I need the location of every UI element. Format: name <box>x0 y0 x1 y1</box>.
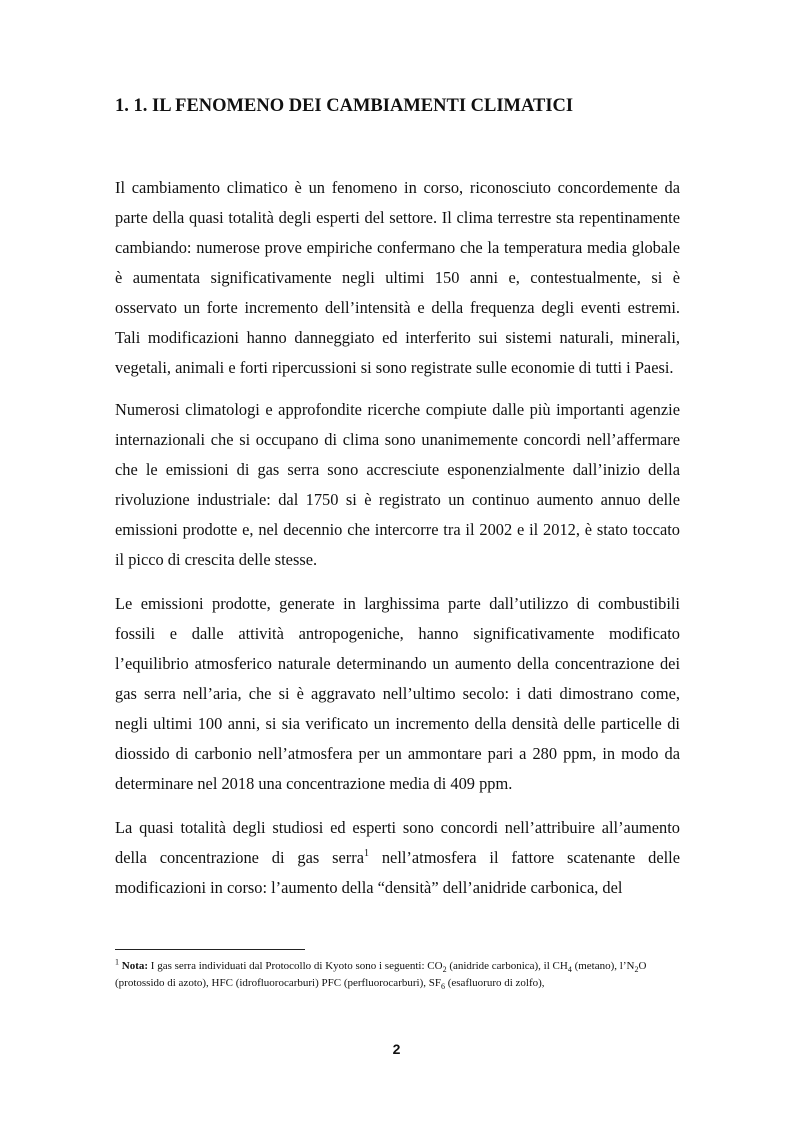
footnote-text: I gas serra individuati dal Protocollo di Kyoto sono i seguenti: CO <box>148 960 443 972</box>
paragraph-4 <box>115 813 680 903</box>
paragraph-1: Il cambiamento climatico è un fenomeno in corso, riconosciuto concordemente da parte della quasi totalità degli esperti del settore. Il clima terrestre sta repentinamente cambiando: numerose prove empiriche confermano che la temperatura media globale è aumentata significativamente negli ultimi 150 anni e, contestualmente, si è osservato un forte incremento dell’intensità e della frequenza degli eventi estremi. Tali modificazioni hanno danneggiato ed interferito sui sistemi naturali, minerali, vegetali, animali e forti ripercussioni si sono registrate sulle economie di tutti i Paesi. <box>115 178 680 377</box>
page-number: 2 <box>392 1041 401 1057</box>
footnote-label: Nota: <box>121 960 149 972</box>
paragraph-4-text-end: nell’atmosfera il fattore scatenante delle modificazioni in corso: l’aumento della “densità” dell’anidride carbonica, del <box>115 848 680 897</box>
paragraph-4-text-start: La quasi totalità degli studiosi ed esperti sono concordi nell’attribuire all’aumento della concentrazione di gas serra <box>115 818 680 867</box>
paragraph-2: Numerosi climatologi e approfondite ricerche compiute dalle più importanti agenzie internazionali che si occupano di clima sono unanimemente concordi nell’affermare che le emissioni di gas serra sono accresciute esponenzialmente dall’inizio della rivoluzione industriale: dal 1750 si è registrato un continuo aumento annuo delle emissioni prodotte e, nel decennio che intercorre tra il 2002 e il 2012, è stato toccato il picco di crescita delle stesse. <box>115 400 680 569</box>
footnote-subscript: 6 <box>440 981 445 991</box>
footnote-text: (anidride carbonica), il CH <box>446 960 568 972</box>
footnote-text: O (protossido di azoto), HFC (idrofluorocarburi) PFC (perfluorocarburi), SF <box>115 960 647 989</box>
footnote-reference[interactable]: 1 <box>363 847 369 859</box>
section-heading: 1. 1. IL FENOMENO DEI CAMBIAMENTI CLIMATICI <box>115 96 574 116</box>
paragraph-3: Le emissioni prodotte, generate in larghissima parte dall’utilizzo di combustibili fossili e dalle attività antropogeniche, hanno significativamente modificato l’equilibrio atmosferico naturale determinando un aumento della concentrazione dei gas serra nell’aria, che si è aggravato nell’ultimo secolo: i dati dimostrano come, negli ultimi 100 anni, si sia verificato un incremento della densità delle particelle di diossido di carbonio nell’atmosfera per un ammontare pari a 280 ppm, in modo da determinare nel 2018 una concentrazione media di 409 ppm. <box>115 594 680 793</box>
footnote-subscript: 2 <box>442 965 447 975</box>
footnote-text: (esafluoruro di zolfo), <box>444 976 545 989</box>
footnote-divider <box>115 949 305 950</box>
footnote-number: 1 <box>115 957 119 967</box>
body-text <box>115 173 680 917</box>
footnote <box>115 958 685 991</box>
footnote-subscript: 4 <box>567 965 572 975</box>
footnote-text: (metano), l’N <box>571 960 635 972</box>
footnote-subscript: 2 <box>634 965 639 975</box>
